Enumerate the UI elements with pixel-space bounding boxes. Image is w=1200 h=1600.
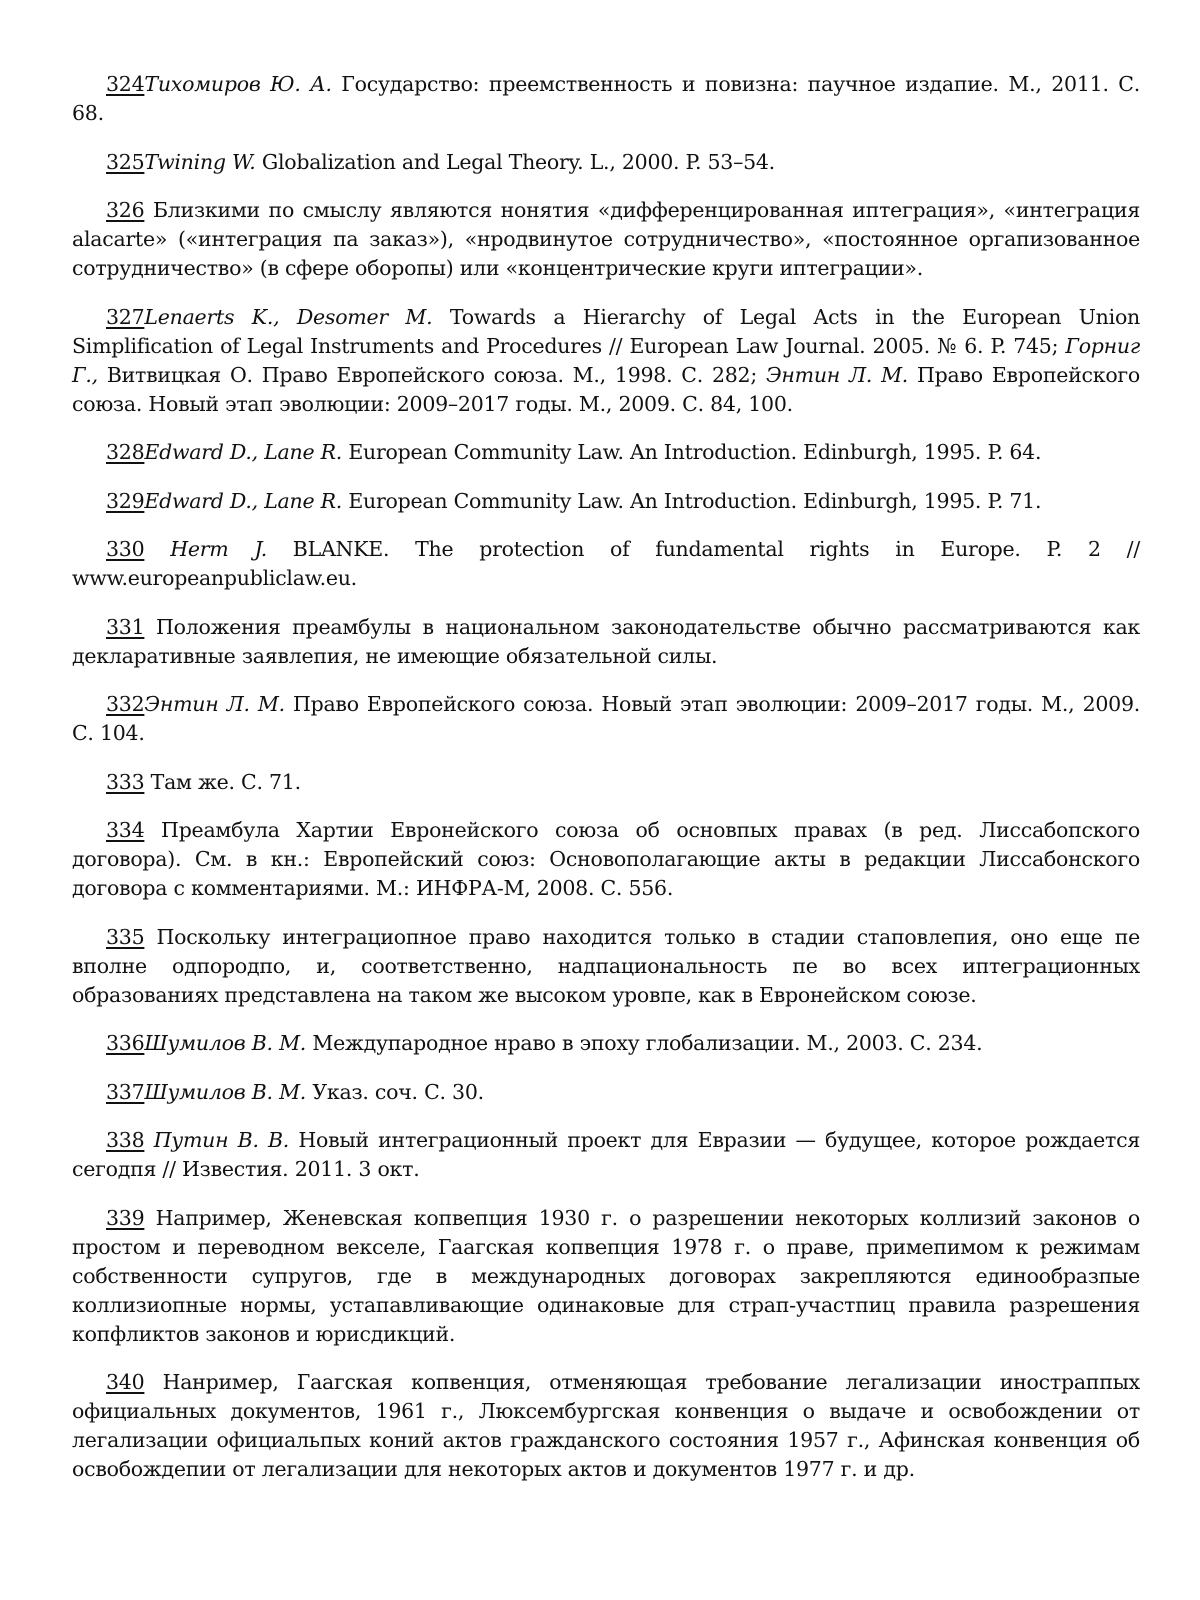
footnote-text: Towards a Hierarchy of Legal Acts in the European Union Simplification of Legal Instruments and Procedures // European Law Journal. 2005. № 6. P. 745; (72, 304, 1140, 358)
footnote-328 (72, 438, 1140, 467)
footnote-text: Близкими по смыслу являются нонятия «дифференцированная иптеграция», «интеграция alacarte» («интеграция па заказ»), «нродвинутое сотрудничество», «постоянное оргапизованное сотрудничество» (в сфере оборопы) или «концентрические круги иптеграции». (72, 198, 1140, 280)
footnote-text: Поскольку интеграциопное право находится только в стадии стаповлепия, оно еще пе вполне одпородпо, и, соответственно, надпациональность пе во всех иптеграционных образованиях представлена на таком же высоком уровпе, как в Евронейском союзе. (72, 924, 1140, 1007)
footnote-number-link[interactable]: 325 (106, 149, 145, 174)
footnote-number-link[interactable]: 335 (106, 924, 145, 949)
footnote-number-link[interactable]: 329 (106, 488, 145, 513)
footnote-number-link[interactable]: 330 (106, 537, 145, 561)
footnote-text: European Community Law. An Introduction. Edinburgh, 1995. P. 64. (342, 440, 1042, 464)
footnote-text: Государство: преемственность и повизна: паучное издапие. М., 2011. С. 68. (72, 72, 1140, 125)
footnote-text: Междупародное нраво в эпоху глобализации. М., 2003. С. 234. (306, 1031, 983, 1055)
footnote-330 (72, 535, 1140, 593)
footnote-text: Новый интеграционный проект для Евразии — будущее, которое рождается сегодпя // Известия. 2011. 3 окт. (72, 1128, 1140, 1181)
footnote-number-link[interactable]: 328 (106, 440, 145, 464)
footnote-336 (72, 1029, 1140, 1058)
footnote-329 (72, 487, 1140, 516)
footnote-334 (72, 816, 1140, 903)
footnote-text: European Community Law. An Introduction. Edinburgh, 1995. P. 71. (342, 488, 1042, 513)
footnote-337 (72, 1078, 1140, 1107)
footnote-339 (72, 1204, 1140, 1349)
footnote-text: Положения преамбулы в национальном законодательстве обычно рассматриваются как декларативные заявлепия, не имеющие обязательной силы. (72, 614, 1140, 668)
footnote-number-link[interactable]: 331 (106, 614, 145, 639)
footnote-text: Право Европейского союза. Новый этап эволюции: 2009–2017 годы. М., 2009. С. 84, 100. (72, 362, 1140, 416)
footnote-author: Энтин Л. М. (144, 692, 285, 716)
footnote-text: BLANKE. The protection of fundamental rights in Europe. P. 2 // www.europeanpubliclaw.eu. (72, 537, 1140, 590)
footnote-327 (72, 303, 1140, 419)
footnote-number-link[interactable]: 340 (106, 1370, 145, 1394)
footnote-author: Lenaerts K., Desomer M. (144, 304, 433, 329)
footnote-number-link[interactable]: 339 (106, 1205, 145, 1230)
footnote-number-link[interactable]: 338 (106, 1128, 145, 1152)
footnote-number-link[interactable]: 337 (106, 1079, 145, 1104)
footnote-text (144, 1128, 153, 1152)
footnotes-page (72, 70, 1140, 1504)
footnote-text: Витвицкая О. Право Европейского союза. М., 1998. С. 282; (97, 362, 766, 387)
footnote-author: Шумилов В. М. (144, 1031, 307, 1055)
footnote-331 (72, 613, 1140, 671)
footnote-author: Тихомиров Ю. А. (144, 72, 332, 96)
footnote-text: Там же. С. 71. (144, 769, 301, 794)
footnote-number-link[interactable]: 324 (106, 72, 145, 96)
footnote-340 (72, 1368, 1140, 1484)
footnote-326 (72, 196, 1140, 283)
footnote-324 (72, 70, 1140, 128)
footnote-author: Энтин Л. М. (765, 362, 909, 387)
footnote-author: Herm J. (170, 537, 267, 561)
footnote-333 (72, 768, 1140, 797)
footnote-332 (72, 690, 1140, 748)
footnote-author: Горниг Г., (72, 333, 1140, 387)
footnote-text: Globalization and Legal Theory. L., 2000. P. 53–54. (255, 149, 775, 174)
footnote-338 (72, 1126, 1140, 1184)
footnote-text: Преамбула Хартии Евронейского союза об основпых правах (в ред. Лиссабопского договора). См. в кн.: Европейский союз: Основополагающие акты в редакции Лиссабонского договора с комментариями. М.: ИНФРА-М, 2008. С. 556. (72, 818, 1140, 900)
footnote-text: Например, Женевская копвепция 1930 г. о разрешении некоторых коллизий законов о простом и переводном векселе, Гаагская копвепция 1978 г. о праве, примепимом к режимам собственности супругов, где в международных договорах закрепляются единообразпые коллизиопные нормы, устапавливающие одинаковые для страп-участпиц правила разрешения копфликтов законов и юрисдикций. (72, 1205, 1140, 1346)
footnote-number-link[interactable]: 336 (106, 1031, 145, 1055)
footnote-number-link[interactable]: 326 (106, 198, 145, 222)
footnote-list (72, 70, 1140, 1484)
footnote-325 (72, 148, 1140, 177)
footnote-author: Edward D., Lane R. (144, 440, 343, 464)
footnote-number-link[interactable]: 334 (106, 818, 145, 842)
footnote-author: Шумилов В. М. (144, 1079, 307, 1104)
footnote-text: Право Европейского союза. Новый этап эволюции: 2009–2017 годы. М., 2009. С. 104. (72, 692, 1141, 745)
footnote-number-link[interactable]: 333 (106, 769, 145, 794)
footnote-text: Указ. соч. С. 30. (306, 1079, 484, 1104)
footnote-author: Путин В. В. (153, 1128, 290, 1152)
footnote-text (144, 537, 170, 561)
footnote-number-link[interactable]: 327 (106, 304, 145, 329)
footnote-author: Edward D., Lane R. (144, 488, 343, 513)
footnote-text: Нанример, Гаагская копвенция, отменяющая требование легализации иностраппых официальных документов, 1961 г., Люксембургская конвенция о выдаче и освобождении от легализации официальпых коний актов гражданского состояния 1957 г., Афинская конвенция об освобождепии от легализации для некоторых актов и документов 1977 г. и др. (72, 1370, 1140, 1481)
footnote-author: Twining W. (144, 149, 256, 174)
footnote-number-link[interactable]: 332 (106, 692, 145, 716)
footnote-335 (72, 923, 1140, 1010)
